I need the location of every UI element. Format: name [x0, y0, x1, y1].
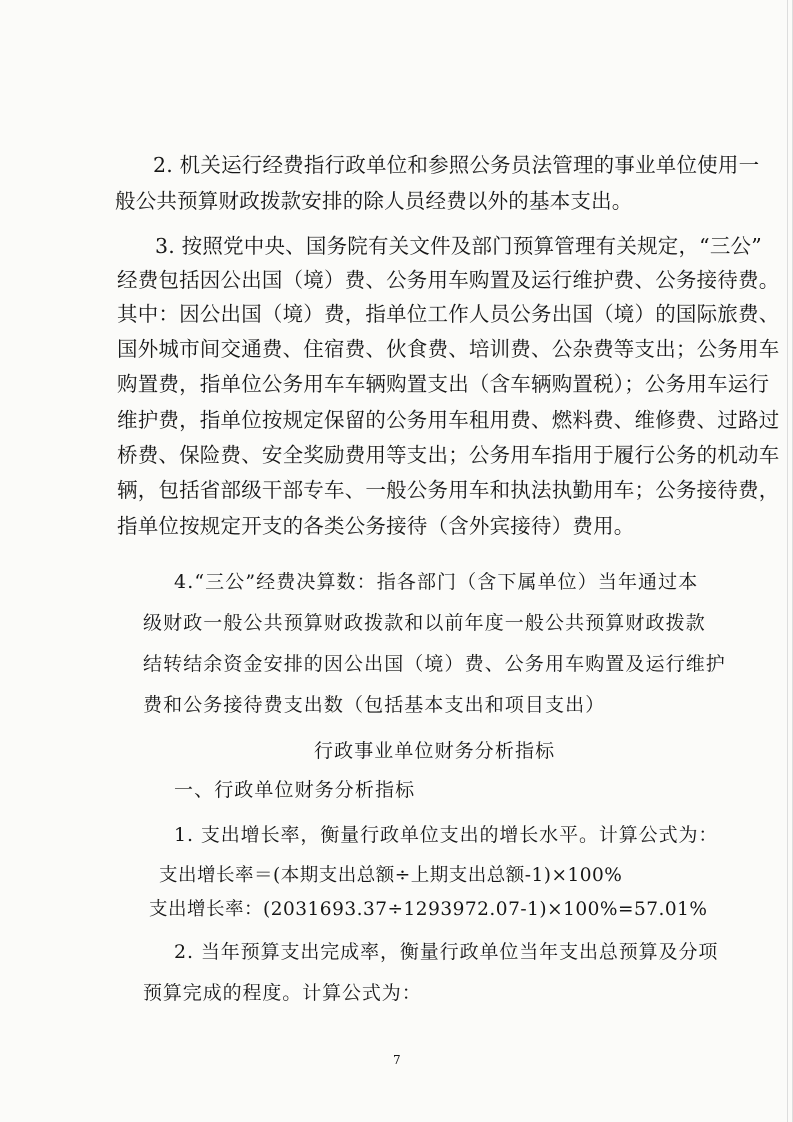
- paragraph-3-line-2: 经费包括因公出国（境）费、公务用车购置及运行维护费、公务接待费。: [117, 268, 780, 292]
- paragraph-3-line-6: 维护费，指单位按规定保留的公务用车租用费、燃料费、维修费、过路过: [117, 408, 780, 432]
- page-edge: [787, 0, 793, 1122]
- paragraph-3-line-1: 3. 按照党中央、国务院有关文件及部门预算管理有关规定，“三公”: [155, 234, 762, 258]
- item-1-formula: 支出增长率＝(本期支出总额÷上期支出总额-1)×100%: [159, 865, 623, 886]
- paragraph-3-line-7: 桥费、保险费、安全奖励费用等支出；公务用车指用于履行公务的机动车: [117, 443, 780, 467]
- paragraph-2-line-2: 般公共预算财政拨款安排的除人员经费以外的基本支出。: [115, 189, 633, 213]
- item-1-text: 1. 支出增长率，衡量行政单位支出的增长水平。计算公式为：: [174, 824, 719, 846]
- paragraph-3-line-9: 指单位按规定开支的各类公务接待（含外宾接待）费用。: [117, 514, 635, 538]
- section-title: 行政事业单位财务分析指标: [314, 740, 556, 762]
- paragraph-4-line-1: 4.“三公”经费决算数：指各部门（含下属单位）当年通过本: [174, 571, 699, 593]
- paragraph-3-line-8: 辆，包括省部级干部专车、一般公务用车和执法执勤用车；公务接待费，: [117, 478, 780, 502]
- page-number: 7: [393, 1053, 401, 1067]
- paragraph-4-line-3: 结转结余资金安排的因公出国（境）费、公务用车购置及运行维护: [143, 653, 726, 675]
- item-2-line-2: 预算完成的程度。计算公式为：: [143, 982, 422, 1004]
- paragraph-2-line-1: 2. 机关运行经费指行政单位和参照公务员法管理的事业单位使用一: [153, 153, 760, 177]
- paragraph-3-line-5: 购置费，指单位公务用车车辆购置支出（含车辆购置税）；公务用车运行: [117, 372, 770, 396]
- item-2-line-1: 2. 当年预算支出完成率，衡量行政单位当年支出总预算及分项: [174, 941, 719, 963]
- paragraph-4-line-4: 费和公务接待费支出数（包括基本支出和项目支出）: [143, 694, 606, 716]
- paragraph-4-line-2: 级财政一般公共预算财政拨款和以前年度一般公共预算财政拨款: [143, 612, 706, 634]
- item-1-calculation: 支出增长率：(2031693.37÷1293972.07-1)×100%=57.01%: [149, 899, 708, 920]
- paragraph-3-line-3: 其中：因公出国（境）费，指单位工作人员公务出国（境）的国际旅费、: [117, 302, 780, 326]
- paragraph-3-line-4: 国外城市间交通费、住宿费、伙食费、培训费、公杂费等支出；公务用车: [117, 337, 780, 361]
- subsection-title: 一、行政单位财务分析指标: [174, 779, 416, 801]
